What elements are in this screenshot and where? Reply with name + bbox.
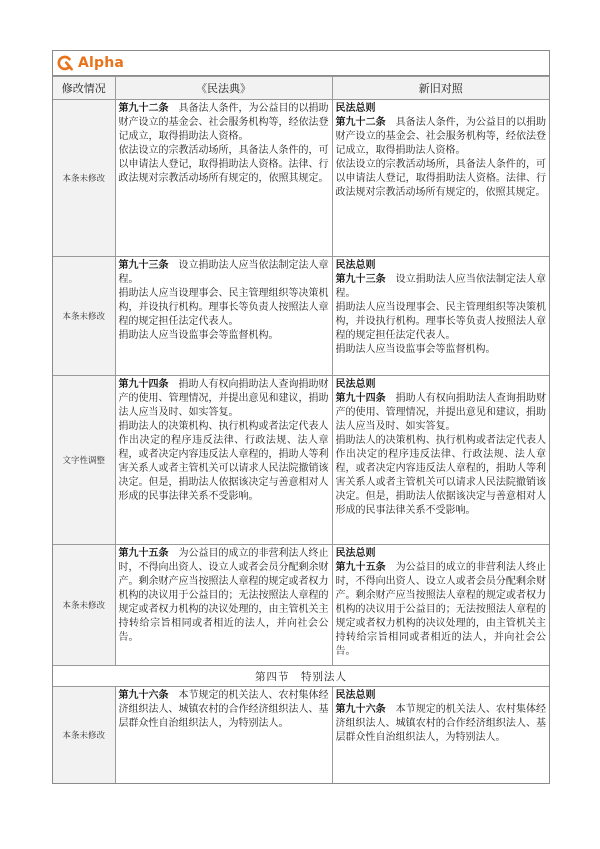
status-cell: 本条未修改 xyxy=(53,100,115,257)
article-number: 第九十六条 xyxy=(335,704,386,715)
status-cell: 文字性调整 xyxy=(53,376,115,545)
article-text: 捐助法人应当设监事会等监督机构。 xyxy=(335,344,496,355)
article-text: 捐助法人的决策机构、执行机构或者法定代表人作出决定的程序违反法律、行政法规、法人章程，或者决定内容违反法人章程的，捐助人等利害关系人或者主管机关可以请求人民法院撤销该决定。但是，捐助法人依据该决定与善意相对人形成的民事法律关系不受影响。 xyxy=(335,435,546,516)
comparison-table xyxy=(53,76,549,783)
article-number: 第九十三条 xyxy=(335,274,386,285)
alpha-logo-icon xyxy=(57,55,73,71)
civil-code-cell xyxy=(115,687,332,784)
chapter-label: 民法总则 xyxy=(335,379,376,390)
article-text: 设立捐助法人应当依法制定法人章程。 xyxy=(335,274,547,299)
table-row xyxy=(53,545,549,666)
table-row xyxy=(53,376,549,545)
article-text: 为公益目的成立的非营利法人终止时，不得向出资人、设立人或者会员分配剩余财产。剩余财产应当按照法人章程的规定或者权力机构的决议用于公益目的；无法按照法人章程的规定或者权力机构的决议处理的，由主管机关主持转给宗旨相同或者相近的法人，并向社会公告。 xyxy=(335,562,547,657)
brand-header xyxy=(53,51,549,76)
article-text: 本节规定的机关法人、农村集体经济组织法人、城镇农村的合作经济组织法人、基层群众性自治组织法人，为特别法人。 xyxy=(118,690,329,729)
old-law-cell xyxy=(332,545,549,666)
section-title: 第四节 特别法人 xyxy=(53,666,549,687)
chapter-label: 民法总则 xyxy=(335,103,376,114)
brand-name: Alpha xyxy=(78,55,125,71)
article-number: 第九十五条 xyxy=(118,548,169,559)
chapter-label: 民法总则 xyxy=(335,260,376,271)
article-text: 具备法人条件，为公益目的以捐助财产设立的基金会、社会服务机构等，经依法登记成立，取得捐助法人资格。 xyxy=(118,103,329,142)
article-number: 第九十二条 xyxy=(335,117,386,128)
chapter-label: 民法总则 xyxy=(335,548,376,559)
article-text: 本节规定的机关法人、农村集体经济组织法人、城镇农村的合作经济组织法人、基层群众性自治组织法人，为特别法人。 xyxy=(335,704,547,743)
article-number: 第九十二条 xyxy=(118,103,169,114)
article-number: 第九十四条 xyxy=(335,393,386,404)
article-text: 设立捐助法人应当依法制定法人章程。 xyxy=(118,260,329,285)
old-law-cell xyxy=(332,257,549,376)
old-law-cell xyxy=(332,376,549,545)
old-law-cell xyxy=(332,687,549,784)
section-row xyxy=(53,666,549,687)
article-text: 依法设立的宗教活动场所，具备法人条件的，可以申请法人登记，取得捐助法人资格。法律、行政法规对宗教活动场所有规定的，依照其规定。 xyxy=(335,159,546,198)
civil-code-cell xyxy=(115,100,332,257)
old-law-cell xyxy=(332,100,549,257)
status-cell: 本条未修改 xyxy=(53,687,115,784)
document-frame xyxy=(52,50,550,784)
article-text: 捐助法人应当设理事会、民主管理组织等决策机构，并设执行机构。理事长等负责人按照法人章程的规定担任法定代表人。 xyxy=(118,288,329,327)
civil-code-cell xyxy=(115,376,332,545)
status-cell: 本条未修改 xyxy=(53,545,115,666)
article-number: 第九十六条 xyxy=(118,690,169,701)
header-comparison: 新旧对照 xyxy=(332,77,549,100)
article-text: 依法设立的宗教活动场所，具备法人条件的，可以申请法人登记，取得捐助法人资格。法律、行政法规对宗教活动场所有规定的，依照其规定。 xyxy=(118,145,329,184)
article-text: 为公益目的成立的非营利法人终止时，不得向出资人、设立人或者会员分配剩余财产。剩余财产应当按照法人章程的规定或者权力机构的决议用于公益目的；无法按照法人章程的规定或者权力机构的决议处理的，由主管机关主持转给宗旨相同或者相近的法人，并向社会公告。 xyxy=(118,548,329,643)
table-header-row xyxy=(53,77,549,100)
article-text: 具备法人条件，为公益目的以捐助财产设立的基金会、社会服务机构等，经依法登记成立，取得捐助法人资格。 xyxy=(335,117,547,156)
article-text: 捐助法人应当设监事会等监督机构。 xyxy=(118,330,279,341)
article-text: 捐助人有权向捐助法人查询捐助财产的使用、管理情况，并提出意见和建议，捐助法人应当及时、如实答复。 xyxy=(335,393,547,432)
article-number: 第九十四条 xyxy=(118,379,169,390)
status-cell: 本条未修改 xyxy=(53,257,115,376)
civil-code-cell xyxy=(115,257,332,376)
table-row xyxy=(53,687,549,784)
article-text: 捐助法人的决策机构、执行机构或者法定代表人作出决定的程序违反法律、行政法规、法人章程，或者决定内容违反法人章程的，捐助人等利害关系人或者主管机关可以请求人民法院撤销该决定。但是，捐助法人依据该决定与善意相对人形成的民事法律关系不受影响。 xyxy=(118,421,329,502)
article-text: 捐助人有权向捐助法人查询捐助财产的使用、管理情况，并提出意见和建议，捐助法人应当及时、如实答复。 xyxy=(118,379,329,418)
table-row xyxy=(53,257,549,376)
civil-code-cell xyxy=(115,545,332,666)
chapter-label: 民法总则 xyxy=(335,690,376,701)
article-number: 第九十五条 xyxy=(335,562,386,573)
article-text: 捐助法人应当设理事会、民主管理组织等决策机构，并设执行机构。理事长等负责人按照法人章程的规定担任法定代表人。 xyxy=(335,302,546,341)
header-civil-code: 《民法典》 xyxy=(115,77,332,100)
table-row xyxy=(53,100,549,257)
header-status: 修改情况 xyxy=(53,77,115,100)
article-number: 第九十三条 xyxy=(118,260,169,271)
